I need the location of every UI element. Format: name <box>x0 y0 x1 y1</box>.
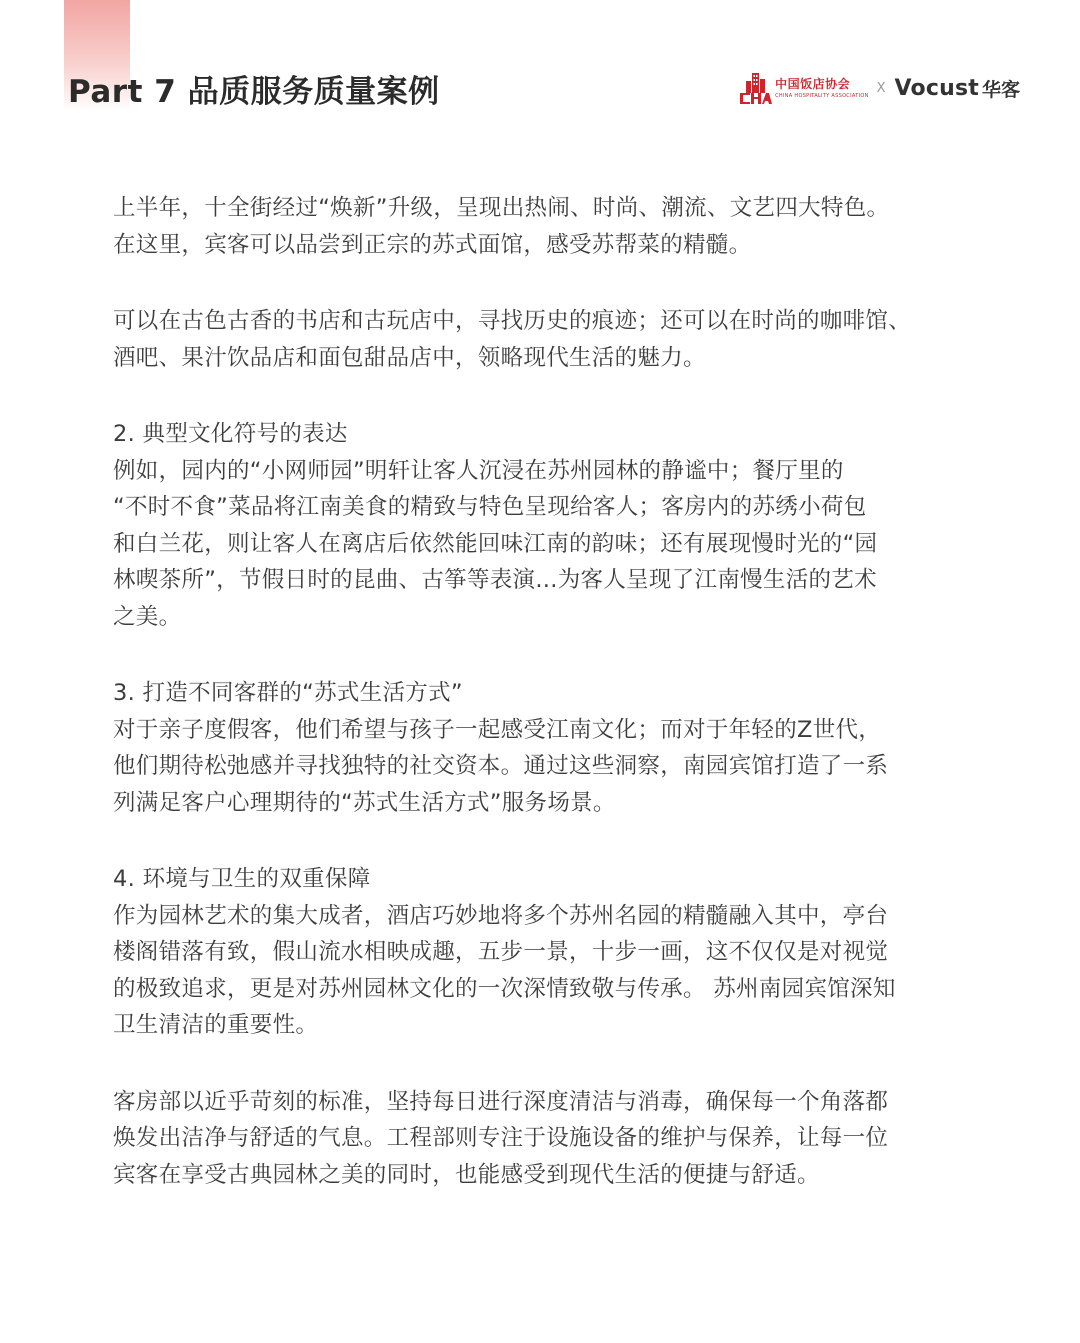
paragraph <box>113 1084 973 1194</box>
partner-logos <box>738 70 1020 106</box>
text-line: 酒吧、果汁饮品店和面包甜品店中，领略现代生活的魅力。 <box>113 344 706 371</box>
paragraph <box>113 303 973 376</box>
text-line: 例如，园内的“小网师园”明轩让客人沉浸在苏州园林的静谧中；餐厅里的 <box>113 457 844 484</box>
article-body <box>113 190 973 1193</box>
text-line: 对于亲子度假客，他们希望与孩子一起感受江南文化；而对于年轻的Z世代， <box>113 716 882 743</box>
paragraph-gap <box>113 1044 973 1084</box>
cha-building-icon <box>738 71 772 105</box>
paragraph-gap <box>113 263 973 303</box>
text-line: 楼阁错落有致，假山流水相映成趣，五步一景，十步一画，这不仅仅是对视觉 <box>113 939 889 965</box>
paragraph <box>113 190 973 263</box>
text-line: 焕发出洁净与舒适的气息。工程部则专注于设施设备的维护与保养，让每一位 <box>113 1125 889 1151</box>
paragraph-gap <box>113 376 973 416</box>
text-line: 的极致追求，更是对苏州园林文化的一次深情致敬与传承。 苏州南园宾馆深知 <box>113 975 896 1002</box>
section-heading: 2. 典型文化符号的表达 <box>113 421 348 447</box>
vocust-logo <box>895 75 1020 102</box>
page-title: Part 7 品质服务质量案例 <box>68 74 440 110</box>
text-line: 之美。 <box>113 603 182 630</box>
logo-separator: X <box>876 80 886 96</box>
section-environment-hygiene <box>113 861 973 1044</box>
text-line: 可以在古色古香的书店和古玩店中，寻找历史的痕迹；还可以在时尚的咖啡馆、 <box>113 308 912 334</box>
text-line: 卫生清洁的重要性。 <box>113 1012 319 1038</box>
section-suzhou-lifestyle <box>113 675 973 821</box>
cha-name-en: CHINA HOSPITALITY ASSOCIATION <box>775 92 869 99</box>
section-heading: 3. 打造不同客群的“苏式生活方式” <box>113 680 463 706</box>
paragraph-gap <box>113 635 973 675</box>
text-line: 林喫茶所”，节假日时的昆曲、古筝等表演...为客人呈现了江南慢生活的艺术 <box>113 567 877 593</box>
section-heading: 4. 环境与卫生的双重保障 <box>113 866 371 892</box>
text-line: “不时不食”菜品将江南美食的精致与特色呈现给客人；客房内的苏绣小荷包 <box>113 494 867 520</box>
text-line: 和白兰花，则让客人在离店后依然能回味江南的韵味；还有展现慢时光的“园 <box>113 530 878 557</box>
text-line: 作为园林艺术的集大成者，酒店巧妙地将多个苏州名园的精髓融入其中，亭台 <box>113 902 889 929</box>
text-line: 宾客在享受古典园林之美的同时，也能感受到现代生活的便捷与舒适。 <box>113 1161 820 1188</box>
text-line: 他们期待松弛感并寻找独特的社交资本。通过这些洞察，南园宾馆打造了一系 <box>113 753 889 779</box>
section-cultural-symbols <box>113 416 973 635</box>
text-line: 客房部以近乎苛刻的标准，坚持每日进行深度清洁与消毒，确保每一个角落都 <box>113 1088 889 1115</box>
vocust-name-cn: 华客 <box>981 78 1020 101</box>
paragraph-gap <box>113 821 973 861</box>
cha-name-cn: 中国饭店协会 <box>775 76 851 91</box>
cha-logo <box>738 71 869 105</box>
vocust-name-en: Vocust <box>894 75 979 101</box>
text-line: 列满足客户心理期待的“苏式生活方式”服务场景。 <box>113 789 616 816</box>
header <box>0 0 1080 130</box>
text-line: 上半年，十全街经过“焕新”升级，呈现出热闹、时尚、潮流、文艺四大特色。 <box>113 195 890 221</box>
text-line: 在这里，宾客可以品尝到正宗的苏式面馆，感受苏帮菜的精髓。 <box>113 231 752 258</box>
